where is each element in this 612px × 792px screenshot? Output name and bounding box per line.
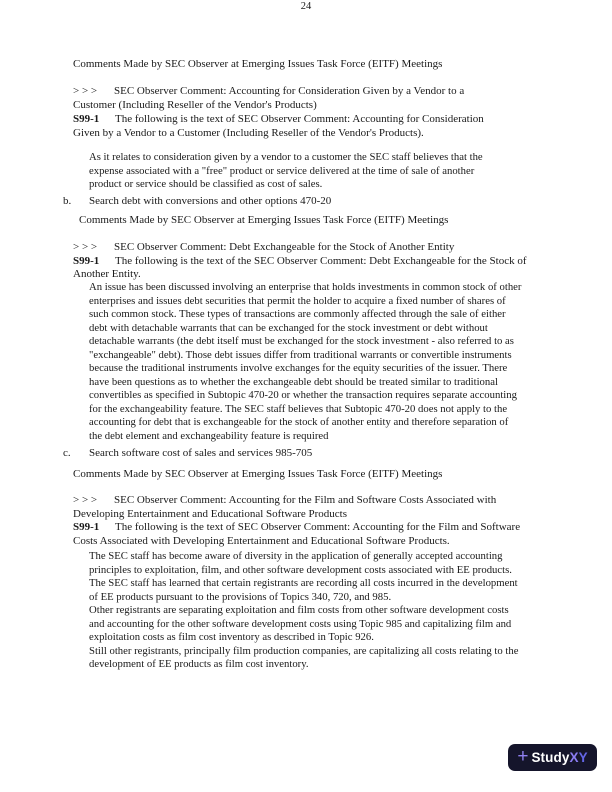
film-quote-paragraph: [89, 550, 518, 672]
quote-line: because the traditional instruments involve exchanges for the equity securities of the issuer. There: [89, 362, 508, 374]
list-item-b: [63, 195, 331, 209]
comment-title-line: Customer (Including Reseller of the Vendor's Products): [73, 98, 317, 111]
quote-line: convertibles as specified in Subtopic 470-20 or whether the transaction requires separate accounting: [89, 389, 517, 401]
eitf-meetings-heading: [73, 468, 442, 482]
heading-text: Comments Made by SEC Observer at Emerging Issues Task Force (EITF) Meetings: [79, 214, 449, 226]
s99-text: The following is the text of the SEC Observer Comment: Debt Exchangeable for the Stock of: [115, 254, 527, 267]
s99-line: [73, 255, 527, 269]
page-number: 24: [300, 1, 312, 12]
s99-label: S99-1: [73, 113, 100, 125]
quote-line: development of EE products as film cost inventory.: [89, 658, 309, 670]
brand-text: [531, 750, 587, 765]
vendor-quote-paragraph: [89, 151, 483, 192]
list-item-c: [63, 447, 312, 461]
plus-icon: +: [517, 746, 529, 767]
brand-y: Y: [578, 750, 588, 765]
quote-line: As it relates to consideration given by a vendor to a customer the SEC staff believes that the: [89, 151, 483, 163]
observer-comment-marker: > > >: [73, 85, 98, 97]
list-item-c-text: Search software cost of sales and services 985-705: [89, 447, 313, 459]
comment-title-line: [73, 241, 527, 255]
comment-title-text: SEC Observer Comment: Accounting for the Film and Software Costs Associated with: [114, 494, 497, 506]
list-item-b-marker: b.: [63, 195, 72, 207]
s99-line: Given by a Vendor to a Customer (Including Reseller of the Vendor's Products).: [73, 126, 424, 139]
quote-line: exploitation costs as film cost inventory as described in Topic 926.: [89, 631, 374, 643]
quote-line: expense associated with a "free" product or service delivered at the time of sale of another: [89, 164, 475, 177]
list-item-c-marker: c.: [63, 447, 71, 459]
s99-line: Costs Associated with Developing Entertainment and Educational Software Products.: [73, 534, 450, 547]
quote-line: "exchangeable" debt). Those debt issues differ from traditional warrants or convertible instruments: [89, 348, 512, 361]
quote-line: for the exchangeability feature. The SEC staff believes that Subtopic 470-20 does not apply to the: [89, 402, 508, 415]
quote-line: The SEC staff has learned that certain registrants are recording all costs incurred in the development: [89, 577, 518, 589]
observer-comment-marker: > > >: [73, 241, 98, 253]
comment-title-line: [73, 494, 520, 508]
quote-line: the debt element and exchangeability feature is required: [89, 429, 329, 442]
quote-line: product or service should be classified as cost of sales.: [89, 178, 323, 190]
quote-line: accounting for debt that is exchangeable for the stock of another entity and therefore separation of: [89, 416, 509, 428]
quote-line: such common stock. These types of transactions are commonly affected through the sale of either: [89, 308, 506, 320]
s99-label: S99-1: [73, 254, 100, 267]
debt-comment-title: [73, 241, 527, 282]
vendor-comment-title: [73, 85, 464, 112]
quote-line: Other registrants are separating exploitation and film costs from other software development costs: [89, 604, 509, 616]
s99-line: Another Entity.: [73, 268, 141, 280]
s99-line: [73, 113, 484, 127]
s99-text: The following is the text of SEC Observer Comment: Accounting for Consideration: [115, 113, 484, 125]
comment-title-text: SEC Observer Comment: Debt Exchangeable for the Stock of Another Entity: [114, 241, 455, 253]
observer-comment-marker: > > >: [73, 494, 98, 506]
list-item-line: [63, 447, 312, 461]
eitf-meetings-heading: [79, 214, 448, 228]
eitf-meetings-heading: [73, 58, 442, 72]
heading-text: Comments Made by SEC Observer at Emerging Issues Task Force (EITF) Meetings: [73, 58, 443, 70]
comment-title-line: Developing Entertainment and Educational Software Products: [73, 507, 348, 520]
quote-line: of EE products pursuant to the provisions of Topics 340, 720, and 985.: [89, 590, 392, 603]
quote-line: have been questions as to whether the exchangeable debt should be treated similar to traditional: [89, 375, 498, 388]
quote-line: The SEC staff has become aware of diversity in the application of generally accepted accounting: [89, 550, 503, 562]
comment-title-text: SEC Observer Comment: Accounting for Consideration Given by a Vendor to a: [114, 85, 465, 97]
quote-line: principles to exploitation, film, and other software development costs associated with EE products.: [89, 563, 512, 576]
studyxy-badge: [508, 744, 597, 771]
brand-study: Study: [531, 750, 570, 765]
quote-line: detachable warrants (the debt itself must be exchanged for the stock investment - also referred to as: [89, 335, 514, 347]
heading-text: Comments Made by SEC Observer at Emerging Issues Task Force (EITF) Meetings: [73, 468, 443, 480]
quote-line: debt with detachable warrants that can be exchanged for the stock investment or debt without: [89, 321, 488, 334]
s99-text: The following is the text of SEC Observer Comment: Accounting for the Film and Software: [115, 521, 521, 533]
s99-label: S99-1: [73, 521, 100, 533]
quote-line: An issue has been discussed involving an enterprise that holds investments in common stock of other: [89, 281, 522, 293]
brand-x: X: [569, 750, 579, 765]
list-item-line: [63, 195, 331, 209]
vendor-s99-paragraph: [73, 113, 484, 140]
list-item-b-text: Search debt with conversions and other options 470-20: [89, 195, 332, 207]
comment-title-line: [73, 85, 464, 99]
quote-line: Still other registrants, principally film production companies, are capitalizing all costs relating to the: [89, 644, 519, 657]
s99-line: [73, 521, 520, 535]
film-comment-title: [73, 494, 520, 548]
quote-line: and accounting for the other software development costs using Topic 985 and capitalizing film and: [89, 617, 512, 630]
debt-quote-paragraph: [89, 281, 521, 443]
quote-line: enterprises and issues debt securities that permit the holder to acquire a fixed number of shares of: [89, 294, 506, 307]
